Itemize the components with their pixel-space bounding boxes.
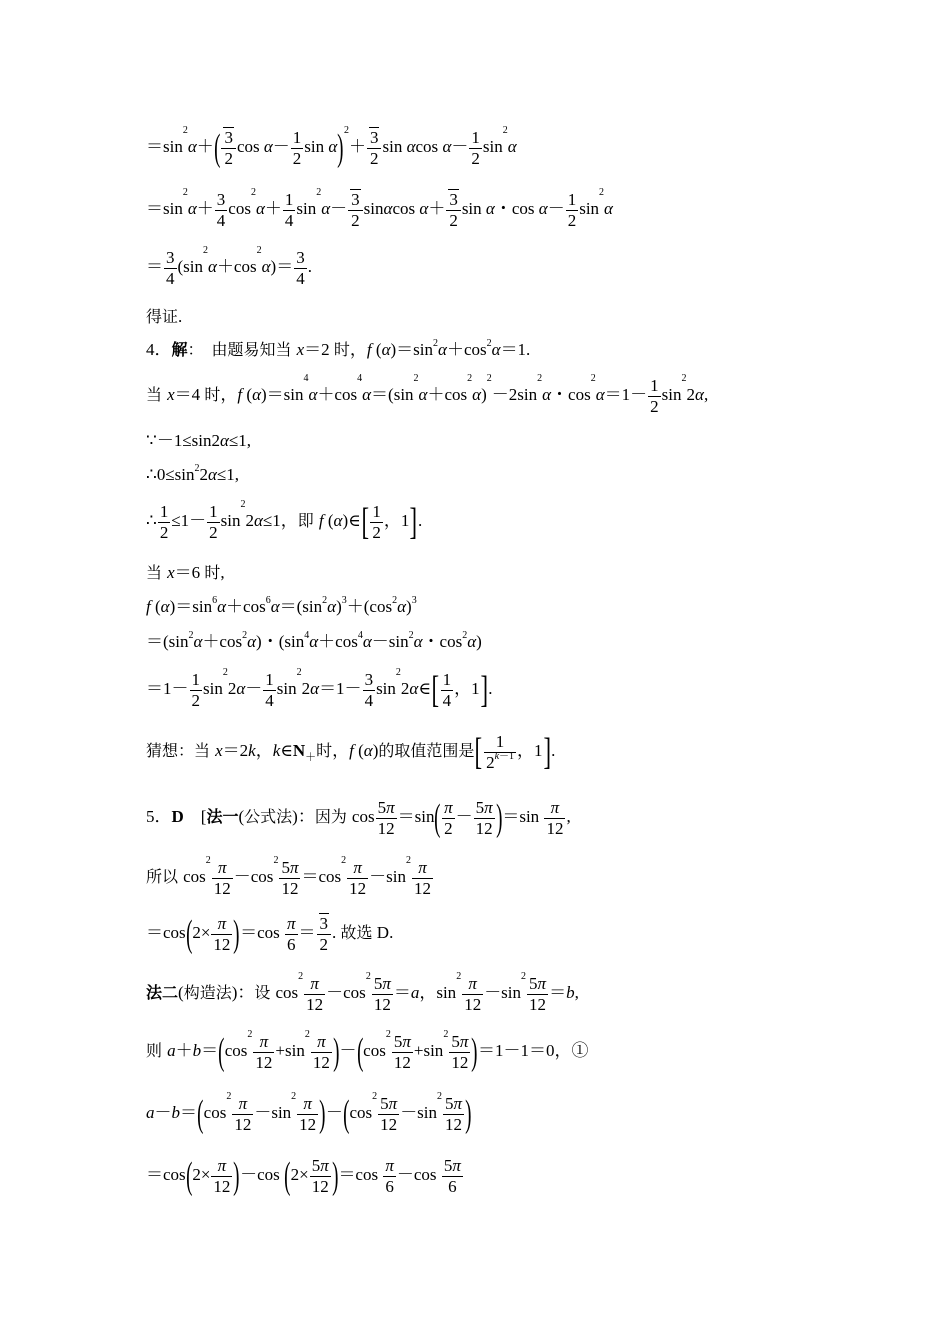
method-1-result: ＝cos(2× $\frac{\pi}{12}$ )＝cos $\frac{\pi}{6}$ ＝ $\frac{3}{2}$ . 故选 D. (146, 913, 394, 956)
diff-a-b-result: ＝cos(2× $\frac{\pi}{12}$ )－cos (2× $\frac{5\pi}{12}$ )＝cos $\frac{\pi}{6}$ －cos $\frac{5\pi}{6}$ (146, 1155, 461, 1198)
therefore-range-1: $\therefore 0\le\sin^22\alpha\le 1$, (146, 463, 240, 484)
equation-x6-1: f $(\alpha)=\sin^6\alpha+\cos^6\alpha=(\sin^2\alpha)^3+(\cos^2\alpha)^3$ (146, 595, 417, 616)
case-x6: 当 x＝6 时, (146, 563, 225, 582)
problem-5-heading: 5．D [法一(公式法)：因为 cos $\frac{5\pi}{12}$ ＝sin( $\frac{\pi}{2}$ － $\frac{5\pi}{12}$ )＝sin $\frac{\pi}{12}$ , (146, 797, 571, 840)
case-x4: 当 x＝4 时，f $(\alpha)=\sin^4\alpha+\cos^4\alpha=(\sin^2\alpha+\cos^2\alpha)^2-2\sin^2\alpha$・$\cos^2\alpha=1-$ $\frac{1}{2}$ $\sin^22\alpha$, (146, 373, 709, 416)
sum-a-b: 则 $a+b=(\cos^2$ $\frac{\pi}{12}$ $+\sin^2$ $\frac{\pi}{12}$ )$-(\cos^2$ $\frac{5\pi}{12}$ $+\sin^2$ $\frac{5\pi}{12}$ )＝1－1＝0，① (146, 1029, 589, 1074)
conjecture: 猜想：当 x＝2k，$k\in N_+$时，f (α)的取值范围是[ $\frac{1}{2^{k-1}}$ ，1]. (146, 731, 556, 774)
problem-4-heading: 4．解： 由题易知当 x＝2 时，f $(\alpha)=\sin^2\alpha+\cos^2\alpha=1$. (146, 338, 531, 359)
equation-line-1: $=\sin^2\alpha+$( $\frac{3}{2}$ cos α－ $\frac{1}{2}$ sin α)$^2$＋ $\frac{3}{2}$ sin αcos α－ $\frac{1}{2}$ $\sin^2\alpha$ (146, 125, 517, 170)
therefore-cos-diff: 所以 $\cos^2$ $\frac{\pi}{12}$ $-\cos^2$ $\frac{5\pi}{12}$ $=\cos^2$ $\frac{\pi}{12}$ $-\sin^2$ $\frac{\pi}{12}$ (146, 855, 431, 898)
since-range: ∵－1≤sin2α≤1, (146, 431, 252, 450)
equation-x6-3: ＝1－ $\frac{1}{2}$ $\sin^22\alpha-$ $\frac{1}{4}$ $\sin^22\alpha=1-$ $\frac{3}{4}$ $\sin^22\alpha\in$[ $\frac{1}{4}$ ，1]. (146, 667, 493, 712)
proven-text: 得证. (146, 307, 183, 326)
diff-a-b: $a-b=(\cos^2$ $\frac{\pi}{12}$ $-\sin^2$ $\frac{\pi}{12}$ )$-(\cos^2$ $\frac{5\pi}{12}$ $-\sin^2$ $\frac{5\pi}{12}$ ) (146, 1091, 472, 1136)
equation-x6-2: $=(\sin^2\alpha+\cos^2\alpha)$・($\sin^4\alpha+\cos^4\alpha-\sin^2\alpha$・$\cos^2\alpha$) (146, 630, 482, 651)
equation-line-3: ＝ $\frac{3}{4}$ $(\sin^2\alpha+\cos^2\alpha)=$ $\frac{3}{4}$ . (146, 245, 312, 288)
therefore-range-2: ∴ $\frac{1}{2}$ ≤1－ $\frac{1}{2}$ $\sin^22\alpha\le 1$，即 f (α)∈[ $\frac{1}{2}$ ，1]. (146, 499, 423, 544)
method-2-heading: 法二(构造法)：设 $\cos^2$ $\frac{\pi}{12}$ $-\cos^2$ $\frac{5\pi}{12}$ ＝a，$\sin^2$ $\frac{\pi}{12}$ $-\sin^2$ $\frac{5\pi}{12}$ ＝b, (146, 971, 579, 1014)
equation-line-2: $=\sin^2\alpha+$ $\frac{3}{4}$ $\cos^2\alpha+$ $\frac{1}{4}$ $\sin^2\alpha-$ $\frac{3}{2}$ sinαcos α＋ $\frac{3}{2}$ sin α・cos α－ $\frac{1}{2}$ $\sin^2\alpha$ (146, 187, 613, 230)
